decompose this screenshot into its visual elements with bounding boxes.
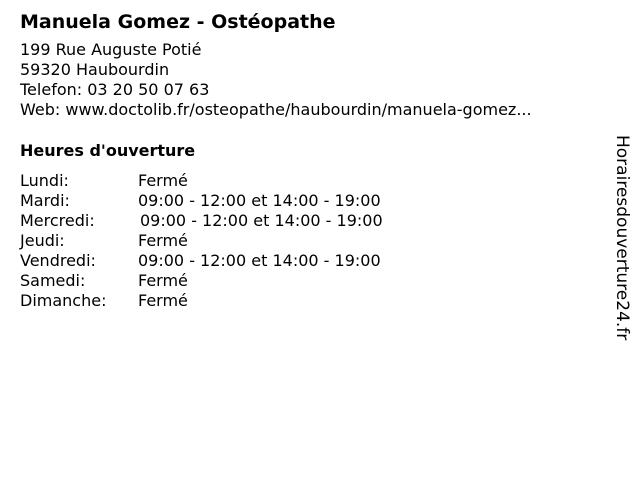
hours-row-tuesday [20, 191, 600, 211]
address-city: 59320 Haubourdin [20, 60, 170, 79]
opening-hours-table [20, 171, 600, 311]
day-hours: 09:00 - 12:00 et 14:00 - 19:00 [138, 191, 381, 210]
phone-number[interactable]: Telefon: 03 20 50 07 63 [20, 80, 210, 99]
day-hours: Fermé [138, 231, 188, 250]
day-hours: Fermé [138, 171, 188, 190]
site-watermark [612, 135, 632, 345]
website-link[interactable]: Web: www.doctolib.fr/osteopathe/haubourdin/manuela-gomez... [20, 100, 532, 119]
hours-row-friday [20, 251, 600, 271]
hours-row-sunday [20, 291, 600, 311]
day-label: Samedi: [20, 271, 86, 290]
day-hours: Fermé [138, 291, 188, 310]
day-hours: 09:00 - 12:00 et 14:00 - 19:00 [138, 251, 381, 270]
day-hours: Fermé [138, 271, 188, 290]
business-card [20, 8, 600, 311]
opening-hours-heading: Heures d'ouverture [20, 141, 196, 160]
day-label: Mercredi: [20, 211, 95, 230]
hours-row-saturday [20, 271, 600, 291]
watermark-text: Horairesdouverture24.fr [612, 135, 632, 341]
day-label: Mardi: [20, 191, 70, 210]
day-label: Dimanche: [20, 291, 107, 310]
day-label: Jeudi: [20, 231, 65, 250]
day-hours: 09:00 - 12:00 et 14:00 - 19:00 [140, 211, 383, 230]
day-label: Vendredi: [20, 251, 96, 270]
hours-row-wednesday [20, 211, 600, 231]
hours-row-monday [20, 171, 600, 191]
business-name: Manuela Gomez - Ostéopathe [20, 11, 336, 33]
day-label: Lundi: [20, 171, 69, 190]
hours-row-thursday [20, 231, 600, 251]
address-street: 199 Rue Auguste Potié [20, 40, 202, 59]
